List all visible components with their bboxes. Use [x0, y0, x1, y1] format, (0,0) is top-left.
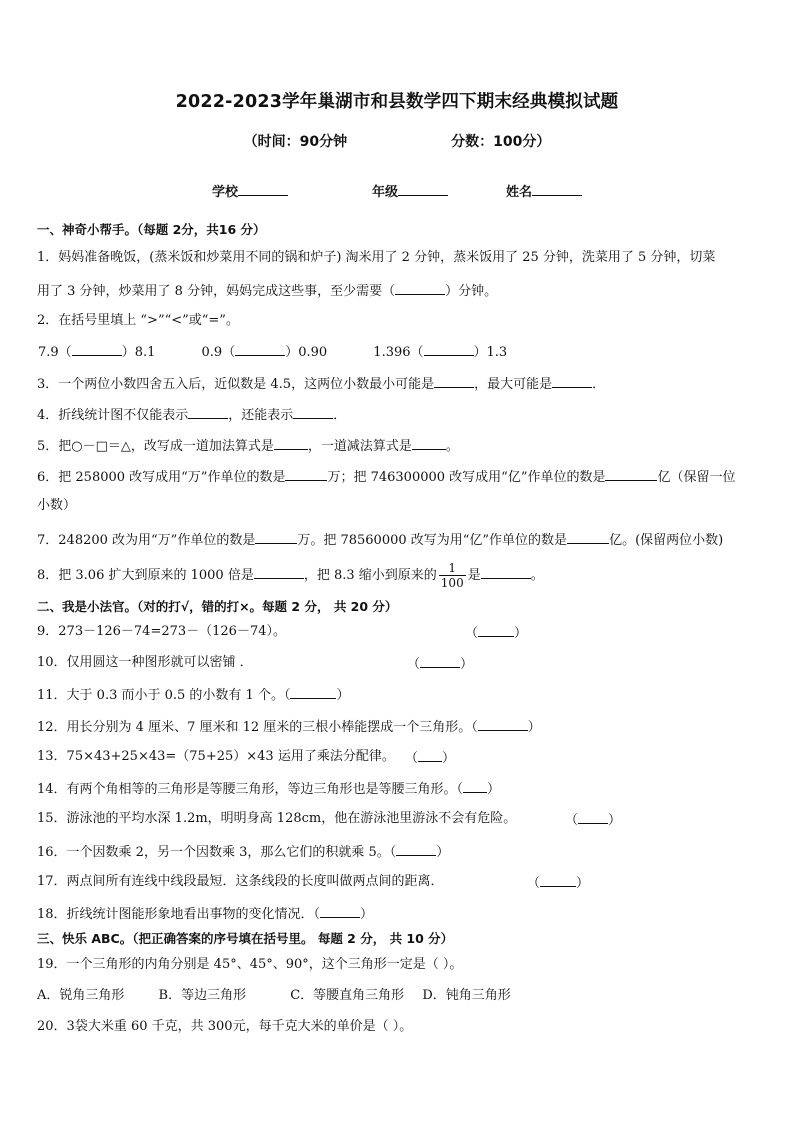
total-score: 分数：100分）	[451, 134, 551, 150]
question-13: 13．75×43+25×43=（75+25）×43 运用了乘法分配律。 （ ）	[37, 749, 456, 766]
question-6-line1: 6．把 258000 改写成用“万”作单位的数是 万；把 746300000 改写成用“亿”作单位的数是 亿（保留一位	[37, 470, 736, 485]
answer-blank[interactable]	[552, 375, 592, 388]
answer-blank[interactable]	[540, 874, 576, 887]
answer-blank[interactable]	[396, 843, 436, 856]
exam-subtitle	[0, 131, 794, 151]
answer-blank[interactable]	[395, 282, 445, 295]
question-12: 12．用长分别为 4 厘米、7 厘米和 12 厘米的三根小棒能摆成一个三角形。（ ）	[37, 720, 541, 735]
option-b[interactable]: B．等边三角形	[158, 988, 247, 1003]
section3-heading: 三、快乐 ABC。（把正确答案的序号填在括号里。 每题 2 分， 共 10 分）	[37, 931, 454, 946]
section1-heading: 一、神奇小帮手。（每题 2分，共16 分）	[37, 222, 266, 237]
question-7: 7．248200 改为用“万”作单位的数是 万。把 78560000 改写为用“亿”作单位的数是 亿。(保留两位小数)	[37, 533, 724, 548]
question-2-parts: 7.9（ ）8.1 0.9（ ）0.90 1.396（ ）1.3	[38, 345, 508, 360]
question-15: 15．游泳池的平均水深 1.2m，明明身高 128cm，他在游泳池里游泳不会有危险。 （ ）	[37, 811, 622, 828]
answer-blank[interactable]	[578, 811, 608, 824]
answer-blank[interactable]	[418, 749, 442, 762]
question-16: 16．一个因数乘 2，另一个因数乘 3，那么它们的积就乘 5。（ ）	[37, 845, 450, 860]
answer-blank[interactable]	[412, 437, 446, 450]
answer-blank[interactable]	[188, 406, 228, 419]
question-8: 8．把 3.06 扩大到原来的 1000 倍是 ，把 8.3 缩小到原来的 $\frac{1}{100}$ 是 。	[37, 561, 544, 590]
answer-blank[interactable]	[293, 406, 333, 419]
answer-blank[interactable]	[481, 566, 531, 579]
question-4: 4．折线统计图不仅能表示 ，还能表示 ．	[37, 408, 347, 423]
answer-blank[interactable]	[235, 343, 285, 356]
question-1-line2: 用了 3 分钟，炒菜用了 8 分钟，妈妈完成这些事，至少需要（ ）分钟。	[37, 284, 498, 299]
answer-blank[interactable]	[72, 343, 122, 356]
answer-blank[interactable]	[254, 566, 304, 579]
question-1-line1: 1．妈妈准备晚饭，(蒸米饭和炒菜用不同的锅和炉子) 淘米用了 2 分钟，蒸米饭用了 25 分钟，洗菜用了 5 分钟，切菜	[37, 250, 716, 265]
question-17: 17．两点间所有连线中线段最短．这条线段的长度叫做两点间的距离． （ ）	[37, 874, 590, 891]
name-field[interactable]: 姓名	[506, 181, 582, 200]
question-11: 11．大于 0.3 而小于 0.5 的小数有 1 个。（ ）	[37, 688, 350, 703]
question-2: 2．在括号里填上 “>”“<”或“=”。	[37, 313, 239, 328]
answer-blank[interactable]	[478, 624, 514, 637]
answer-blank[interactable]	[285, 468, 327, 481]
question-10: 10．仅用圆这一种图形就可以密铺 ． （ ）	[37, 655, 474, 672]
question-19: 19．一个三角形的内角分别是 45°、45°、90°，这个三角形一定是（ ）。	[37, 957, 463, 972]
question-5: 5．把○－□＝△，改写成一道加法算式是 ，一道减法算式是 。	[37, 439, 459, 454]
question-18: 18．折线统计图能形象地看出事物的变化情况．（ ）	[37, 907, 374, 922]
fraction: $\frac{1}{100}$	[440, 561, 464, 590]
answer-blank[interactable]	[274, 437, 308, 450]
answer-blank[interactable]	[420, 655, 460, 668]
question-6-line2: 小数）	[37, 498, 77, 513]
answer-blank[interactable]	[320, 905, 360, 918]
answer-blank[interactable]	[605, 468, 657, 481]
answer-blank[interactable]	[424, 343, 474, 356]
time-limit: （时间：90分钟	[243, 134, 348, 150]
answer-blank[interactable]	[478, 718, 528, 731]
option-a[interactable]: A．锐角三角形	[37, 988, 125, 1003]
question-14: 14．有两个角相等的三角形是等腰三角形，等边三角形也是等腰三角形。（ ）	[37, 782, 501, 797]
section2-heading: 二、我是小法官。（对的打√，错的打×。每题 2 分， 共 20 分）	[37, 599, 398, 614]
answer-blank[interactable]	[463, 780, 487, 793]
answer-blank[interactable]	[290, 686, 336, 699]
question-20: 20．3袋大米重 60 千克，共 300元，每千克大米的单价是（ ）。	[37, 1019, 413, 1034]
option-d[interactable]: D．钝角三角形	[422, 988, 511, 1003]
option-c[interactable]: C．等腰直角三角形	[290, 988, 405, 1003]
school-field[interactable]: 学校	[212, 181, 288, 200]
answer-blank[interactable]	[567, 531, 609, 544]
question-3: 3．一个两位小数四舍五入后，近似数是 4.5，这两位小数最小可能是 ，最大可能是 ．	[37, 377, 606, 392]
answer-blank[interactable]	[255, 531, 297, 544]
exam-title: 2022-2023学年巢湖市和县数学四下期末经典模拟试题	[175, 92, 619, 112]
grade-field[interactable]: 年级	[372, 181, 448, 200]
question-19-options	[37, 988, 511, 1004]
answer-blank[interactable]	[434, 375, 474, 388]
question-9: 9．273－126－74=273－（126－74）。 （ ）	[37, 624, 528, 641]
